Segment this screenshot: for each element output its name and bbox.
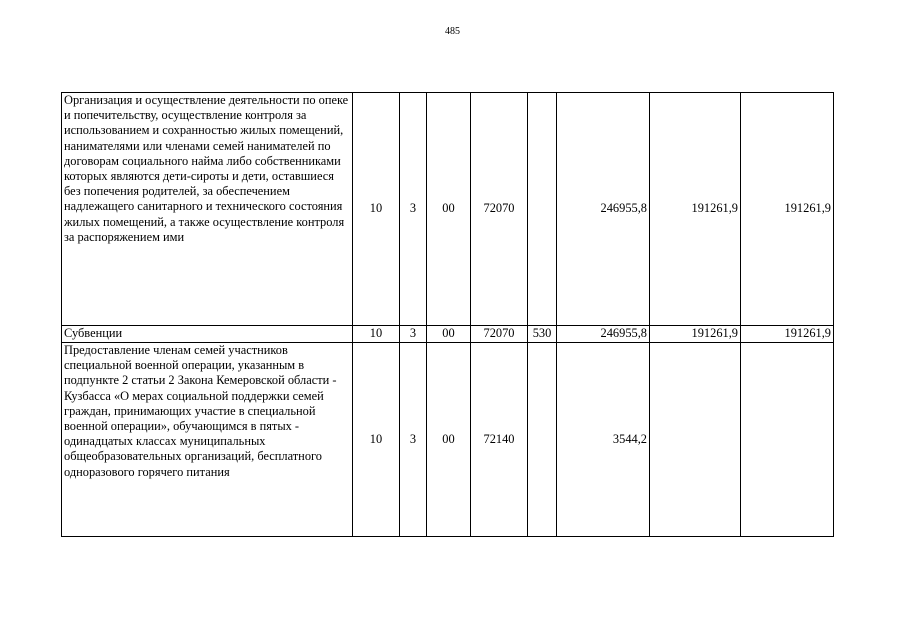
amount-1-cell: 246955,8 <box>557 93 650 326</box>
table-row <box>62 93 834 326</box>
subsection-cell: 3 <box>400 326 427 343</box>
amount-3-cell: 191261,9 <box>741 93 834 326</box>
amount-3-cell: 191261,9 <box>741 326 834 343</box>
section-cell: 10 <box>353 343 400 537</box>
amount-2-cell <box>650 343 741 537</box>
amount-3-cell <box>741 343 834 537</box>
table-row <box>62 343 834 537</box>
amount-1-cell: 3544,2 <box>557 343 650 537</box>
subsection-cell: 3 <box>400 93 427 326</box>
row-description: Предоставление членам семей участников специальной военной операции, указанным в подпункте 2 статьи 2 Закона Кемеровской области - Кузбасса «О мерах социальной поддержки семей граждан, принимающих участие в специальной военной операции», обучающимся в пятых - одинадцатых классах муниципальных общеобразовательных организаций, бесплатного одноразового горячего питания <box>62 343 353 537</box>
section-cell: 10 <box>353 93 400 326</box>
direction-cell: 72140 <box>471 343 528 537</box>
row-description: Субвенции <box>62 326 353 343</box>
expense-type-cell <box>528 93 557 326</box>
program-cell: 00 <box>427 93 471 326</box>
page-number: 485 <box>445 26 460 37</box>
row-description: Организация и осуществление деятельности по опеке и попечительству, осуществление контроля за использованием и сохранностью жилых помещений, нанимателями или членами семей нанимателей по договорам социального найма либо собственниками которых являются дети-сироты и дети, оставшиеся без попечения родителей, за обеспечением надлежащего санитарного и технического состояния жилых помещений, а также осуществление контроля за распоряжением ими <box>62 93 353 326</box>
program-cell: 00 <box>427 326 471 343</box>
direction-cell: 72070 <box>471 326 528 343</box>
subsection-cell: 3 <box>400 343 427 537</box>
table-row <box>62 326 834 343</box>
program-cell: 00 <box>427 343 471 537</box>
budget-table <box>61 92 834 537</box>
direction-cell: 72070 <box>471 93 528 326</box>
amount-1-cell: 246955,8 <box>557 326 650 343</box>
amount-2-cell: 191261,9 <box>650 326 741 343</box>
expense-type-cell <box>528 343 557 537</box>
expense-type-cell: 530 <box>528 326 557 343</box>
section-cell: 10 <box>353 326 400 343</box>
amount-2-cell: 191261,9 <box>650 93 741 326</box>
